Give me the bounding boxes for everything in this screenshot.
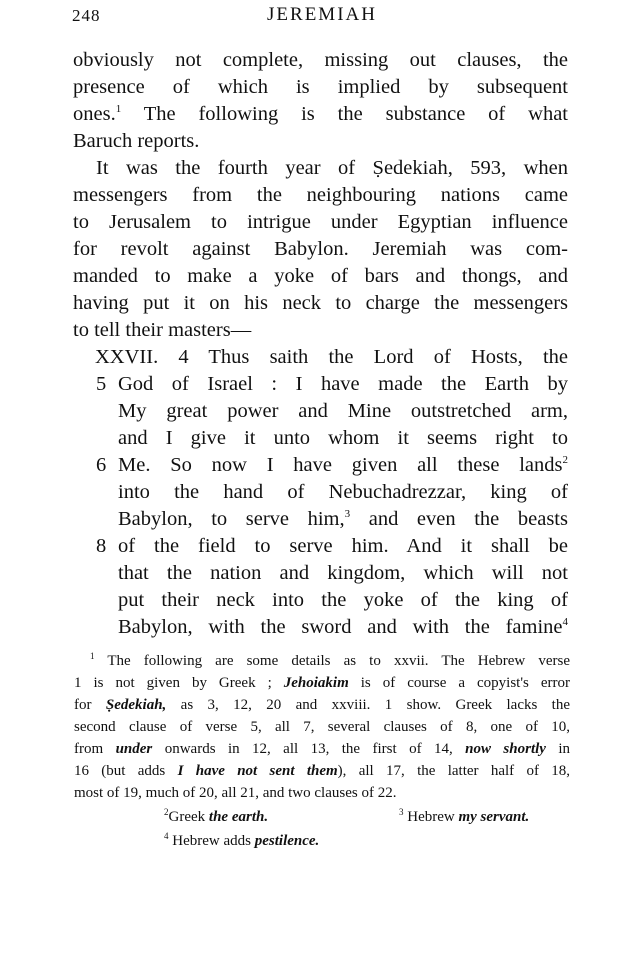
verse-number: 8	[96, 535, 107, 557]
footnote-text: Greek	[168, 809, 206, 825]
footnote-2	[164, 806, 268, 828]
footnote-text: Hebrew	[407, 809, 455, 825]
footnote-ref: 4	[562, 616, 568, 628]
footnote-line	[90, 650, 570, 672]
verse-line	[118, 506, 568, 532]
body-line: presence of which is implied by subsequent	[73, 76, 568, 98]
footnote-text: 16 (but adds	[74, 763, 166, 779]
footnote-line: most of 19, much of 20, all 21, and two clauses of 22.	[74, 785, 397, 801]
body-line: Baruch reports.	[73, 130, 200, 152]
footnote-marker: 1	[90, 651, 95, 661]
footnote-line	[74, 760, 570, 782]
body-line: manded to make a yoke of bars and thongs, and	[73, 265, 568, 287]
verse-text: and even the beasts	[350, 508, 568, 530]
footnote-text: as 3, 12, 20 and xxviii. 1 show. Greek lacks the	[180, 697, 571, 713]
footnote-marker: 2	[164, 807, 169, 817]
footnote-italic: pestilence.	[254, 833, 320, 849]
footnote-text: The following are some details as to xxvii. The Hebrew verse	[107, 653, 570, 669]
footnote-text: 1 is not given by Greek ;	[74, 675, 272, 691]
footnote-3	[399, 806, 529, 828]
footnote-text: in	[558, 741, 571, 757]
verse-line	[118, 452, 568, 478]
footnote-italic: my servant.	[458, 809, 530, 825]
body-line	[73, 101, 568, 127]
page-number: 248	[72, 6, 101, 25]
footnote-line	[74, 738, 570, 760]
verse-line: into the hand of Nebuchadrezzar, king of	[118, 481, 568, 503]
verse-number: 5	[96, 373, 107, 395]
footnote-4	[164, 830, 319, 852]
verse-line: that the nation and kingdom, which will not	[118, 562, 568, 584]
footnote-line	[74, 694, 570, 716]
footnote-line: second clause of verse 5, all 7, several clauses of 8, one of 10,	[74, 719, 570, 735]
footnote-italic: I have not sent them	[177, 763, 338, 779]
footnote-italic: now shortly	[465, 741, 546, 757]
verse-line	[118, 614, 568, 640]
body-line: to tell their masters—	[73, 319, 252, 341]
verse-line: My great power and Mine outstretched arm,	[118, 400, 568, 422]
page-header	[72, 4, 572, 28]
body-text: ones.	[73, 103, 116, 125]
footnote-ref: 1	[115, 103, 122, 115]
footnote-marker: 3	[399, 807, 404, 817]
running-title: JEREMIAH	[267, 4, 377, 25]
body-line: It was the fourth year of Ṣedekiah, 593, when	[96, 157, 568, 179]
verse-text: Me. So now I have given all these lands	[118, 454, 563, 476]
verse-text: Babylon, to serve him,	[118, 508, 345, 530]
verse-line: and I give it unto whom it seems right to	[118, 427, 568, 449]
footnote-italic: the earth.	[208, 809, 269, 825]
footnote-text: ), all 17, the latter half of 18,	[337, 763, 570, 779]
body-line: for revolt against Babylon. Jeremiah was com-	[73, 238, 568, 260]
body-line: having put it on his neck to charge the messengers	[73, 292, 568, 314]
body-line: obviously not complete, missing out clauses, the	[73, 49, 568, 71]
footnote-ref: 2	[562, 454, 568, 466]
verse-heading: XXVII. 4 Thus saith the Lord of Hosts, the	[95, 346, 568, 368]
body-line: messengers from the neighbouring nations came	[73, 184, 568, 206]
footnote-text: from	[74, 741, 104, 757]
footnote-italic: Ṣedekiah,	[105, 697, 167, 713]
footnote-italic: under	[115, 741, 153, 757]
verse-line: God of Israel : I have made the Earth by	[118, 373, 568, 395]
footnote-marker: 4	[164, 831, 169, 841]
verse-number: 6	[96, 454, 107, 476]
footnote-text: onwards in 12, all 13, the first of 14,	[164, 741, 453, 757]
verse-text: Babylon, with the sword and with the famine	[118, 616, 563, 638]
body-line: to Jerusalem to intrigue under Egyptian influence	[73, 211, 568, 233]
verse-line: put their neck into the yoke of the king of	[118, 589, 568, 611]
body-text: The following is the substance of what	[121, 103, 568, 125]
verse-line: of the field to serve him. And it shall be	[118, 535, 568, 557]
footnote-line	[74, 672, 570, 694]
footnote-text: is of course a copyist's error	[360, 675, 571, 691]
footnote-ref: 3	[344, 508, 351, 520]
footnote-text: Hebrew adds	[172, 833, 251, 849]
footnote-text: for	[74, 697, 92, 713]
footnote-italic: Jehoiakim	[283, 675, 349, 691]
